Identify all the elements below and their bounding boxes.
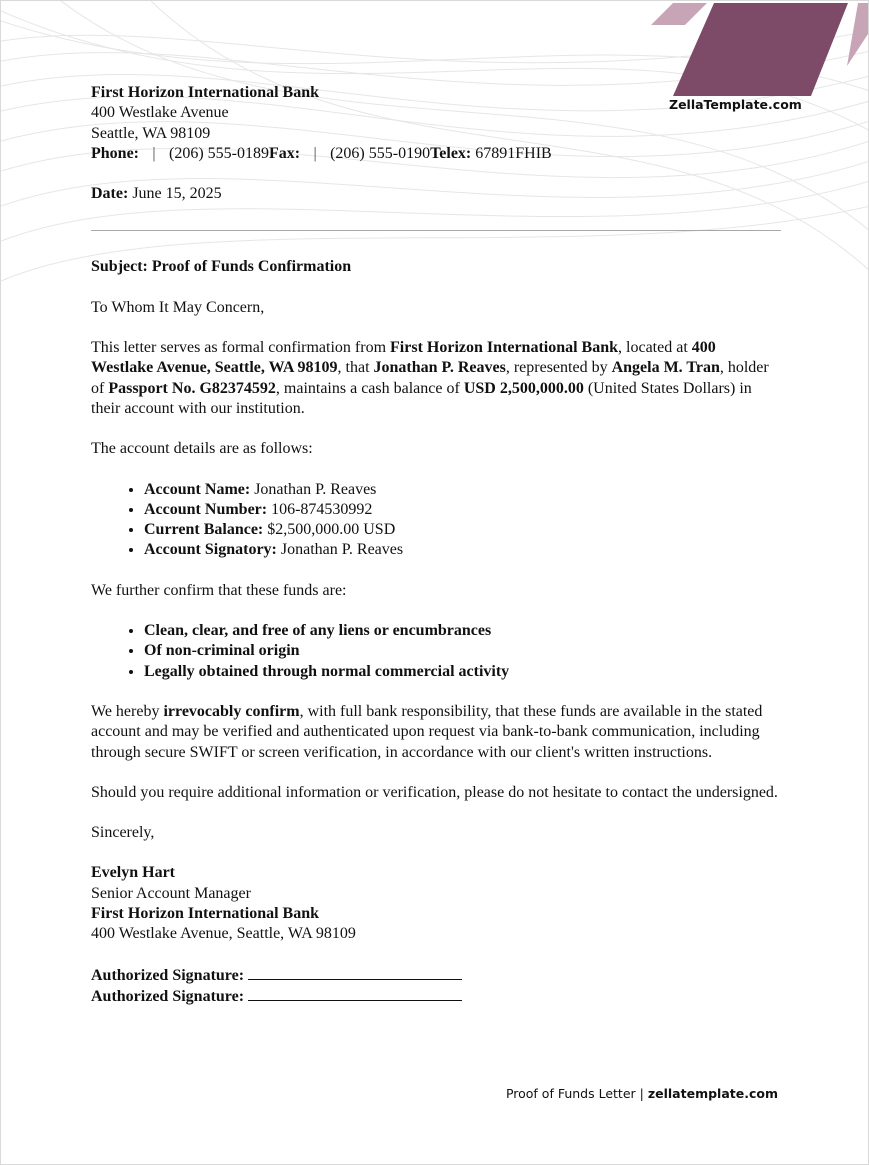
list-item: • Account Name: Jonathan P. Reaves xyxy=(144,480,781,500)
date-line xyxy=(91,184,781,204)
contact-line xyxy=(91,144,781,164)
signer-name: Evelyn Hart xyxy=(91,864,175,882)
details-intro: The account details are as follows: xyxy=(91,440,313,458)
signature-blank xyxy=(248,986,462,1001)
signer-title: Senior Account Manager xyxy=(91,884,251,902)
list-item: • Of non-criminal origin xyxy=(144,641,781,661)
fax-number: (206) 555-0190 xyxy=(330,144,431,162)
signature-line: Authorized Signature: xyxy=(91,965,781,986)
contact-paragraph: Should you require additional information or verification, please do not hesitate to contact the undersigned. xyxy=(91,783,778,801)
list-item: • Account Number: 106-874530992 xyxy=(144,500,781,520)
funds-intro: We further confirm that these funds are: xyxy=(91,581,347,599)
letter-body xyxy=(91,83,781,1007)
subject-line: Subject: Proof of Funds Confirmation xyxy=(91,258,352,276)
signer-address: 400 Westlake Avenue, Seattle, WA 98109 xyxy=(91,925,356,943)
confirmation-paragraph: This letter serves as formal confirmation from First Horizon International Bank, located at 400 Westlake Avenue, Seattle, WA 98109, that Jonathan P. Reaves, represented by Angela M. Tran, holder of Passport No. G82374592, maintains a cash balance of USD 2,500,000.00 (United States Dollars) in their account with our institution. xyxy=(91,339,769,417)
date-value: June 15, 2025 xyxy=(132,185,222,203)
separator: | xyxy=(313,144,317,162)
account-details-list xyxy=(91,480,781,561)
phone-number: (206) 555-0189 xyxy=(169,144,269,162)
telex-label: Telex: xyxy=(430,144,472,162)
bank-address-line2: Seattle, WA 98109 xyxy=(91,124,211,142)
bank-address-line1: 400 Westlake Avenue xyxy=(91,104,229,122)
date-label: Date: xyxy=(91,185,129,203)
separator: | xyxy=(152,144,156,162)
irrevocable-confirmation-paragraph: We hereby irrevocably confirm, with full bank responsibility, that these funds are available in the stated account and may be verified and authenticated upon request via bank-to-bank communication, including through secure SWIFT or screen verification, in accordance with our client's written instructions. xyxy=(91,702,763,761)
footer-doc-title: Proof of Funds Letter xyxy=(505,1086,636,1101)
funds-attributes-list xyxy=(91,621,781,682)
bank-name: First Horizon International Bank xyxy=(91,84,320,101)
fax-label: Fax: xyxy=(268,144,301,162)
list-item: • Legally obtained through normal commercial activity xyxy=(144,662,781,682)
salutation: To Whom It May Concern, xyxy=(91,298,265,316)
closing: Sincerely, xyxy=(91,824,155,842)
list-item: • Clean, clear, and free of any liens or encumbrances xyxy=(144,621,781,641)
footer-website: zellatemplate.com xyxy=(647,1086,778,1101)
list-item: • Account Signatory: Jonathan P. Reaves xyxy=(144,540,781,560)
page-footer xyxy=(506,1086,778,1101)
signature-line: Authorized Signature: xyxy=(91,986,781,1007)
list-item: • Current Balance: $2,500,000.00 USD xyxy=(144,520,781,540)
footer-separator: | xyxy=(639,1086,644,1101)
phone-label: Phone: xyxy=(91,144,139,162)
telex-number: 67891FHIB xyxy=(475,144,552,162)
brand-website: ZellaTemplate.com xyxy=(669,97,802,112)
signature-blank xyxy=(248,965,462,980)
horizontal-divider xyxy=(91,230,781,231)
signer-bank: First Horizon International Bank xyxy=(91,905,320,923)
